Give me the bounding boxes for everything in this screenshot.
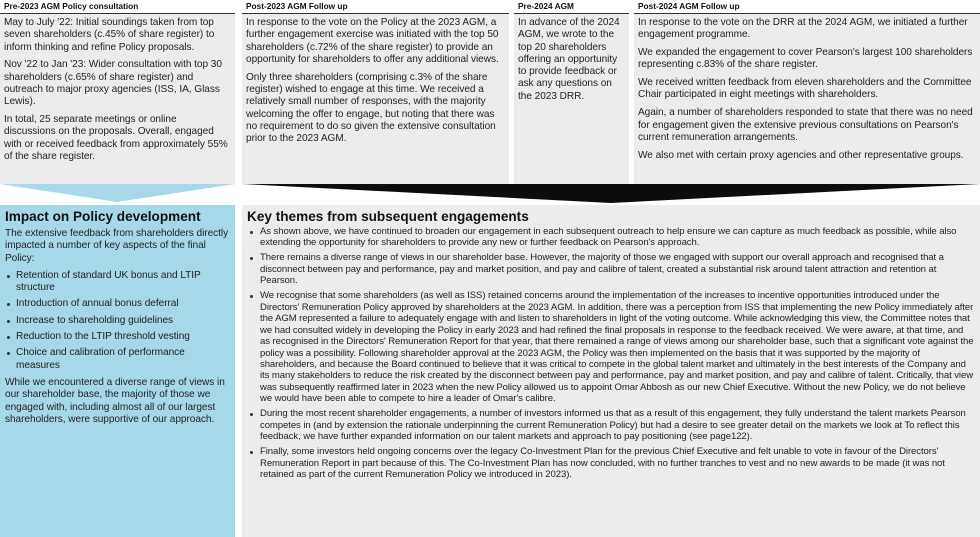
impact-list: [5, 270, 230, 372]
themes-arrow: [242, 184, 980, 203]
stage-paragraph: In advance of the 2024 AGM, we wrote to the top 20 shareholders offering an opportunity to provide feedback or ask any questions on the 2023 DRR.: [518, 17, 620, 102]
themes-title: Key themes from subsequent engagements: [247, 209, 529, 224]
themes-panel: [242, 205, 980, 537]
impact-panel: [0, 205, 235, 537]
stage-paragraph: In response to the vote on the DRR at the 2024 AGM, we initiated a further engagement programme.: [638, 17, 968, 41]
stage-pre-2023: [0, 0, 235, 184]
stage-pre-2024: [514, 0, 629, 184]
stage-post-2023: [242, 0, 509, 184]
stage-paragraph: We also met with certain proxy agencies and other representative groups.: [638, 149, 964, 161]
stage-header: Post-2023 AGM Follow up: [242, 0, 509, 14]
list-item: During the most recent shareholder engagements, a number of investors informed us that as a result of this engagement, they fully understand the talent markets Pearson competes in (and by extension the rationale underpinning the current Remuneration Policy) but had a desire to see greater detail on the markets we look at To reflect this feedback, we have further expanded information on our talent markets and approach to pay positioning (see page122).: [247, 408, 975, 442]
stage-body: [634, 14, 980, 184]
impact-outro: While we encountered a diverse range of views in our shareholder base, the majority of those we engaged with, including almost all of our largest shareholders, were supportive of our approach.: [5, 376, 225, 425]
list-item: As shown above, we have continued to broaden our engagement in each subsequent outreach to help ensure we can capture as much feedback as possible, while also extending the opportunity for shareholders to provide any new or further feedback on Pearson's approach.: [247, 226, 975, 249]
stage-body: [242, 14, 509, 184]
stage-header: Pre-2023 AGM Policy consultation: [0, 0, 235, 14]
list-item: Introduction of annual bonus deferral: [5, 298, 230, 310]
impact-arrow: [0, 184, 235, 202]
stage-header: Pre-2024 AGM: [514, 0, 629, 14]
stage-paragraph: In total, 25 separate meetings or online discussions on the proposals. Overall, engaged with or received feedback from approximately 55% of the share register.: [4, 114, 228, 162]
list-item: Choice and calibration of performance measures: [5, 347, 230, 372]
list-item: Reduction to the LTIP threshold vesting: [5, 331, 230, 343]
stage-paragraph: May to July '22: Initial soundings taken from top seven shareholders (c.45% of share register) to inform thinking and refine Policy proposals.: [4, 17, 215, 53]
stage-paragraph: Only three shareholders (comprising c.3% of the share register) wished to engage at this time. We received a relatively small number of responses, with the majority welcoming the offer to engage, but noting that there was no requirement to do so given the extensive consultation prior to the 2023 AGM.: [246, 71, 496, 145]
stage-body: [0, 14, 235, 184]
stage-paragraph: We received written feedback from eleven shareholders and the Committee Chair participated in eight meetings with shareholders.: [638, 77, 972, 101]
flow-arrows: [0, 184, 980, 204]
stage-paragraph: In response to the vote on the Policy at the 2023 AGM, a further engagement exercise was initiated with the top 50 shareholders (c.72% of the share register) to provide an opportunity for shareholders to offer any additional views.: [246, 17, 499, 65]
themes-list: [247, 226, 975, 481]
stage-body: [514, 14, 629, 184]
list-item: We recognise that some shareholders (as well as ISS) retained concerns around the implementation of the increases to incentive opportunities introduced under the Directors' Remuneration Policy approved by shareholders at the 2023 AGM. In addition, there was a perception from ISS that implementing the new Policy immediately after the AGM represented a failure to adequately engage with and listen to shareholders in light of the voting outcome. While acknowledging this view, the Committee notes that we had consulted widely in developing the Policy in early 2023 and had refined the final proposals in response to the feedback received. We were aware, at that time, and as recognised in the Directors' Remuneration Report for that year, that there remained a range of views among our shareholder base, such that a significant vote against the policy was a possibility. Following shareholder approval at the 2023 AGM, the Policy was then implemented on the basis that it was supported by the majority of shareholders, and because the Board continued to believe that it was critical to compete in the global talent market and ultimately in the best interests of the Company and its many stakeholders to reduce the risk created by the disconnect between pay and performance, pay and market position, and pay and calibre of talent. Critically, that view was subsequently reaffirmed later in 2023 when the new Policy allowed us to appoint Omar Abbosh as our new Chief Executive. Without the new Policy, we do not believe we would have been able to compete to hire a leader of Omar's calibre.: [247, 290, 975, 405]
list-item: Finally, some investors held ongoing concerns over the legacy Co-Investment Plan for the previous Chief Executive and felt unable to vote in favour of the Directors' Remuneration Report in part because of this. The Co-Investment Plan has now concluded, with no further tranches to vest and no new awards to be made (it was not retained as part of the current Remuneration Policy we introduced in 2023).: [247, 446, 975, 480]
stage-paragraph: Again, a number of shareholders responded to state that there was no need for engagement given the extensive previous consultations on Pearson's current remuneration arrangements.: [638, 107, 973, 143]
list-item: Increase to shareholding guidelines: [5, 315, 230, 327]
list-item: Retention of standard UK bonus and LTIP structure: [5, 270, 230, 295]
stage-paragraph: Nov '22 to Jan '23: Wider consultation with top 30 shareholders (c.65% of share register) and outreach to major proxy agencies (ISS, IA, Glass Lewis).: [4, 59, 222, 108]
stage-paragraph: We expanded the engagement to cover Pearson's largest 100 shareholders representing c.83% of the share register.: [638, 47, 973, 71]
stage-header: Post-2024 AGM Follow up: [634, 0, 980, 14]
impact-title: Impact on Policy development: [5, 209, 201, 224]
stage-post-2024: [634, 0, 980, 184]
list-item: There remains a diverse range of views in our shareholder base. However, the majority of those we engaged with support our overall approach and recognised that a disconnect between pay and performance, pay and market position, and pay and calibre of talent, created a substantial risk around talent attraction and retention at Pearson.: [247, 252, 975, 286]
impact-intro: The extensive feedback from shareholders directly impacted a number of key aspects of the final Policy:: [5, 228, 229, 264]
